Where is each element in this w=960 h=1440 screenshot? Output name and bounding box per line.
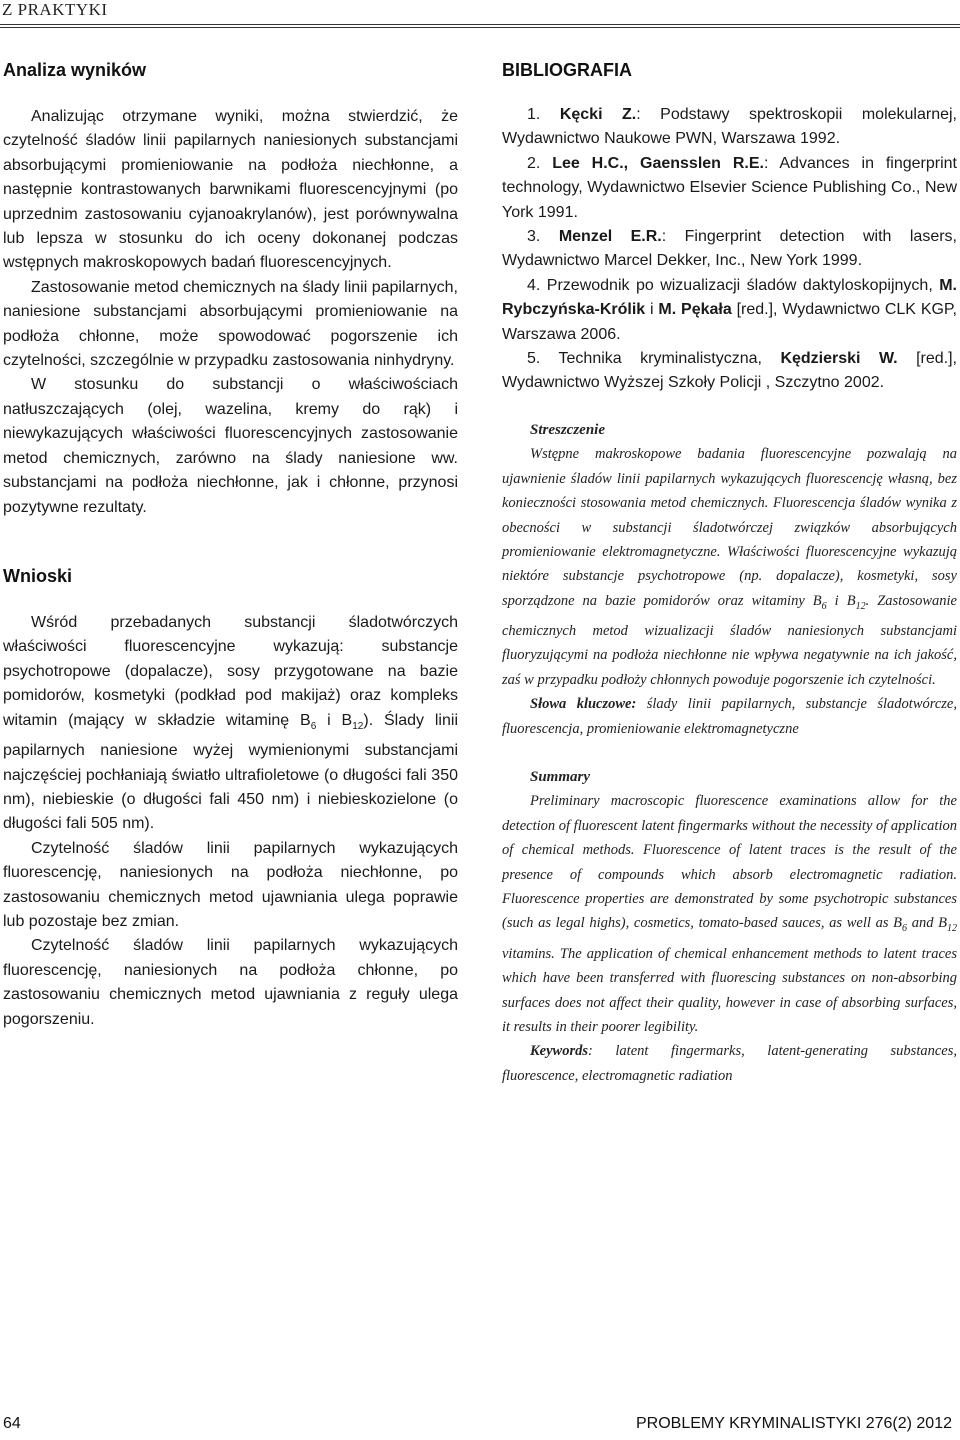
section-header-label: Z PRAKTYKI	[2, 0, 108, 19]
header-rule-bottom	[0, 27, 960, 28]
bibliography-item: 5. Technika kryminalistyczna, Kędzierski W. [red.], Wydawnictwo Wyższej Szkoły Policji , Szczytno 2002.	[502, 350, 958, 392]
streszczenie-title: Streszczenie	[530, 421, 605, 438]
results-paragraph-2: Zastosowanie metod chemicznych na ślady linii papilarnych, naniesione substancjami absorbującymi promieniowanie na podłoża chłonne, może spowodować pogorszenie ich czytelności, szczególnie w przypadku zastosowania ninhydryny.	[3, 278, 458, 370]
bibliography-item: 2. Lee H.C., Gaensslen R.E.: Advances in fingerprint technology, Wydawnictwo Elsevier Science Publishing Co., New York 1991.	[502, 154, 958, 221]
results-heading: Analiza wyników	[3, 60, 147, 80]
summary-keywords: Keywords: latent fingermarks, latent-generating substances, fluorescence, electromagnetic radiation	[502, 1043, 957, 1084]
page-number: 64	[3, 1415, 21, 1432]
right-column	[502, 60, 957, 1088]
bibliography-list	[502, 103, 957, 396]
results-paragraph-1: Analizując otrzymane wyniki, można stwierdzić, że czytelność śladów linii papilarnych naniesionych substancjami absorbującymi promieniowanie na podłoża niechłonne, a następnie kontrastowanych barwnikami fluorescencyjnymi (po uprzednim zastosowaniu cyjanoakrylanów), jest porównywalna lub lepsza w stosunku do ich oceny dokonanej podczas wstępnych makroskopowych badań fluorescencyjnych.	[3, 108, 458, 272]
conclusions-paragraph-2: Czytelność śladów linii papilarnych wykazujących fluorescencję, naniesionych na podłoża niechłonne, po zastosowaniu chemicznych metod ujawniania ulega poprawie lub pozostaje bez zmian.	[3, 839, 458, 930]
conclusions-heading: Wnioski	[3, 565, 73, 586]
bibliography-heading: BIBLIOGRAFIA	[502, 60, 632, 80]
streszczenie-keywords: Słowa kluczowe: ślady linii papilarnych, substancje śladotwórcze, fluorescencja, promieniowanie elektromagnetyczne	[502, 696, 957, 737]
summary-text: Preliminary macroscopic fluorescence examinations allow for the detection of fluorescent latent fingermarks without the necessity of application of chemical methods. Fluorescence of latent traces is the result of the presence of compounds which absorb electromagnetic radiation. Fluorescence properties are demonstrated by some psychotropic substances (such as legal highs), cosmetics, tomato-based sauces, as well as $B_6$ and $B_{12}$ vitamins. The application of chemical enhancement methods to latent traces which have been transferred with fluorescing substances on non-absorbing surfaces does not affect their quality, however in case of absorbing surfaces, it results in their poorer legibility.	[502, 793, 957, 1035]
conclusions-paragraph-3: Czytelność śladów linii papilarnych wykazujących fluorescencję, naniesionych na podłoża chłonne, po zastosowaniu chemicznych metod ujawniania z reguły ulega pogorszeniu.	[3, 937, 458, 1028]
journal-name: PROBLEMY KRYMINALISTYKI 276(2) 2012	[636, 1415, 952, 1432]
header-rule-top	[0, 24, 960, 25]
summary-block	[502, 765, 957, 1088]
bibliography-item: 1. Kęcki Z.: Podstawy spektroskopii molekularnej, Wydawnictwo Naukowe PWN, Warszawa 1992.	[502, 106, 957, 148]
summary-title: Summary	[530, 769, 591, 786]
left-column	[3, 60, 458, 1032]
bibliography-item: 3. Menzel E.R.: Fingerprint detection with lasers, Wydawnictwo Marcel Dekker, Inc., New York 1999.	[502, 228, 958, 270]
streszczenie-text: Wstępne makroskopowe badania fluorescencyjne pozwalają na ujawnienie śladów linii papilarnych wykazujących fluorescencję własną, bez konieczności stosowania metod chemicznych. Fluorescencja śladów wynika z obecności w substancji śladotwórczej związków absorbujących promieniowanie elektromagnetyczne. Właściwości fluorescencyjne wykazują niektóre substancje psychotropowe (np. dopalacze), kosmetyki, sosy sporządzone na bazie pomidorów oraz witaminy $B_6$ i $B_{12}$. Zastosowanie chemicznych metod wizualizacji śladów naniesionych substancjami fluoryzującymi na podłoża niechłonne nie wpływa negatywnie na ich jakość, zaś w przypadku podłoży chłonnych powoduje pogorszenie ich czytelności.	[502, 446, 957, 688]
streszczenie-block	[502, 418, 957, 741]
bibliography-item: 4. Przewodnik po wizualizacji śladów daktyloskopijnych, M. Rybczyńska-Królik i M. Pękała [red.], Wydawnictwo CLK KGP, Warszawa 2006.	[502, 276, 957, 343]
results-paragraph-3: W stosunku do substancji o właściwościach natłuszczających (olej, wazelina, kremy do rąk) i niewykazujących właściwości fluorescencyjnych zastosowanie metod chemicznych, zarówno na ślady naniesione ww. substancjami na podłoża niechłonne, jak i chłonne, przynosi pozytywne rezultaty.	[3, 376, 458, 516]
conclusions-paragraph-1: Wśród przebadanych substancji śladotwórczych właściwości fluorescencyjne wykazują: substancje psychotropowe (dopalacze), sosy przygotowane na bazie pomidorów, kosmetyki (podkład pod makijaż) oraz kompleks witamin (mający w składzie witaminę $B_6$ i $B_{12}$). Ślady linii papilarnych naniesione wyżej wymienionymi substancjami najczęściej pochłaniają światło ultrafioletowe (o długości fali 350 nm), niebieskie (o długości fali 450 nm) i niebieskozielone (o długości fali 505 nm).	[3, 613, 458, 833]
